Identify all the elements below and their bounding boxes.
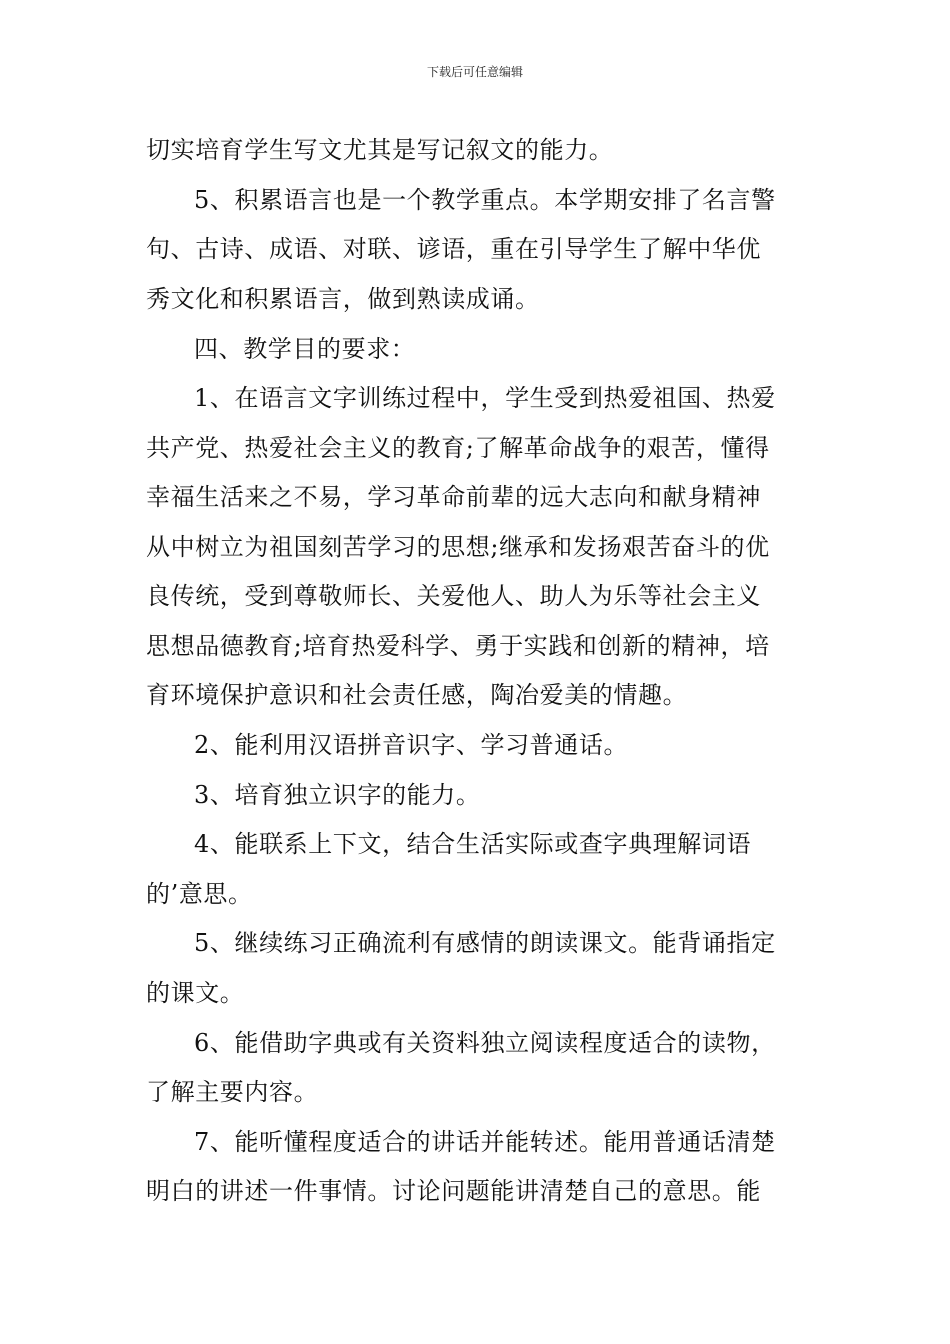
text-line: 1、在语言文字训练过程中，学生受到热爱祖国、热爱 — [194, 384, 776, 412]
text-line: 秀文化和积累语言，做到熟读成诵。 — [146, 285, 540, 313]
text-line: 4、能联系上下文，结合生活实际或查字典理解词语 — [194, 830, 752, 858]
text-line: 切实培育学生写文尤其是写记叙文的能力。 — [146, 136, 614, 164]
text-line: 句、古诗、成语、对联、谚语，重在引导学生了解中华优 — [146, 235, 761, 263]
text-line: 7、能听懂程度适合的讲话并能转述。能用普通话清楚 — [194, 1128, 776, 1156]
text-line: 2、能利用汉语拼音识字、学习普通话。 — [194, 731, 629, 759]
text-line: 从中树立为祖国刻苦学习的思想;继承和发扬艰苦奋斗的优 — [146, 533, 770, 561]
text-line: 了解主要内容。 — [146, 1078, 319, 1106]
text-line: 良传统，受到尊敬师长、关爱他人、助人为乐等社会主义 — [146, 582, 761, 610]
text-line: 的’意思。 — [146, 880, 253, 908]
text-line: 育环境保护意识和社会责任感，陶冶爱美的情趣。 — [146, 681, 688, 709]
text-line: 的课文。 — [146, 979, 245, 1007]
text-line: 明白的讲述一件事情。讨论问题能讲清楚自己的意思。能 — [146, 1177, 761, 1205]
text-line: 5、继续练习正确流利有感情的朗读课文。能背诵指定 — [194, 929, 776, 957]
text-line: 6、能借助字典或有关资料独立阅读程度适合的读物， — [194, 1029, 776, 1057]
text-line: 3、培育独立识字的能力。 — [194, 781, 481, 809]
page-header: 下载后可任意编辑 — [426, 65, 523, 79]
section-heading: 四、教学目的要求： — [194, 335, 416, 363]
text-line: 思想品德教育;培育热爱科学、勇于实践和创新的精神，培 — [146, 632, 770, 660]
text-line: 幸福生活来之不易，学习革命前辈的远大志向和献身精神 — [146, 483, 761, 511]
text-line: 共产党、热爱社会主义的教育;了解革命战争的艰苦，懂得 — [146, 434, 770, 462]
text-line: 5、积累语言也是一个教学重点。本学期安排了名言警 — [194, 186, 776, 214]
